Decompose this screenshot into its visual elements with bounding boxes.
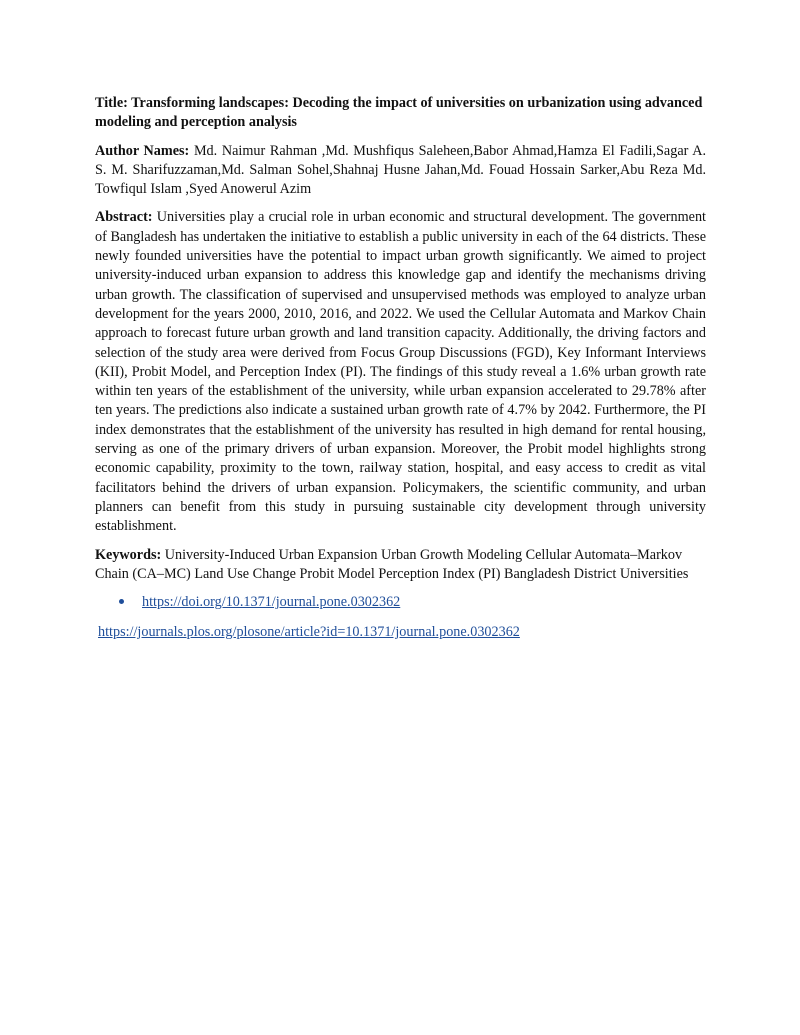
keywords-text: University-Induced Urban Expansion Urban Growth Modeling Cellular Automata–Markov Chain (CA–MC) Land Use Change Probit Model Perception Index (PI) Bangladesh District Universities xyxy=(95,546,689,582)
links-section xyxy=(95,593,706,642)
keywords-paragraph xyxy=(95,546,706,585)
author-names: Md. Naimur Rahman ,Md. Mushfiqus Saleheen,Babor Ahmad,Hamza El Fadili,Sagar A. S. M. Sharifuzzaman,Md. Salman Sohel,Shahnaj Husne Jahan,Md. Fouad Hossain Sarker,Abu Reza Md. Towfiqul Islam ,Syed Anowerul Azim xyxy=(95,142,707,198)
doi-list-item xyxy=(95,593,706,612)
bullet-dot-icon xyxy=(119,599,124,604)
title-paragraph xyxy=(95,94,706,133)
doi-link[interactable]: https://doi.org/10.1371/journal.pone.0302362 xyxy=(142,594,401,611)
keywords-label: Keywords: xyxy=(95,546,162,563)
abstract-text: Universities play a crucial role in urban economic and structural development. The government of Bangladesh has undertaken the initiative to establish a public university in each of the 64 districts. These newly founded universities have the potential to impact urban growth significantly. We aimed to project university-induced urban expansion to address this knowledge gap and identify the mechanisms driving urban growth. The classification of supervised and unsupervised methods was employed to analyze urban development for the years 2000, 2010, 2016, and 2022. We used the Cellular Automata and Markov Chain approach to forecast future urban growth and land transition capacity. Additionally, the driving factors and selection of the study area were derived from Focus Group Discussions (FGD), Key Informant Interviews (KII), Probit Model, and Perception Index (PI). The findings of this study reveal a 1.6% urban growth rate within ten years of the establishment of the university, while urban expansion accelerated to 29.78% after ten years. The predictions also indicate a sustained urban growth rate of 4.7% by 2042. Furthermore, the PI index demonstrates that the establishment of the university has resulted in high demand for rental housing, serving as one of the primary drivers of urban expansion. Moreover, the Probit model highlights strong economic capability, proximity to the town, railway station, hospital, and easy access to credit as vital facilitators behind the drivers of urban expansion. Policymakers, the scientific community, and urban planners can benefit from this study in pursuing sustainable city development through university establishment. xyxy=(95,209,706,535)
document-content xyxy=(95,94,706,642)
plos-link-row xyxy=(95,623,706,642)
abstract-paragraph xyxy=(95,208,706,536)
authors-label: Author Names: xyxy=(95,142,190,159)
paper-title: Transforming landscapes: Decoding the impact of universities on urbanization using advanced modeling and perception analysis xyxy=(95,95,703,131)
plos-article-link[interactable]: https://journals.plos.org/plosone/article?id=10.1371/journal.pone.0302362 xyxy=(98,624,520,641)
abstract-label: Abstract: xyxy=(95,209,153,226)
title-label: Title: xyxy=(95,95,128,111)
authors-paragraph xyxy=(95,142,706,200)
